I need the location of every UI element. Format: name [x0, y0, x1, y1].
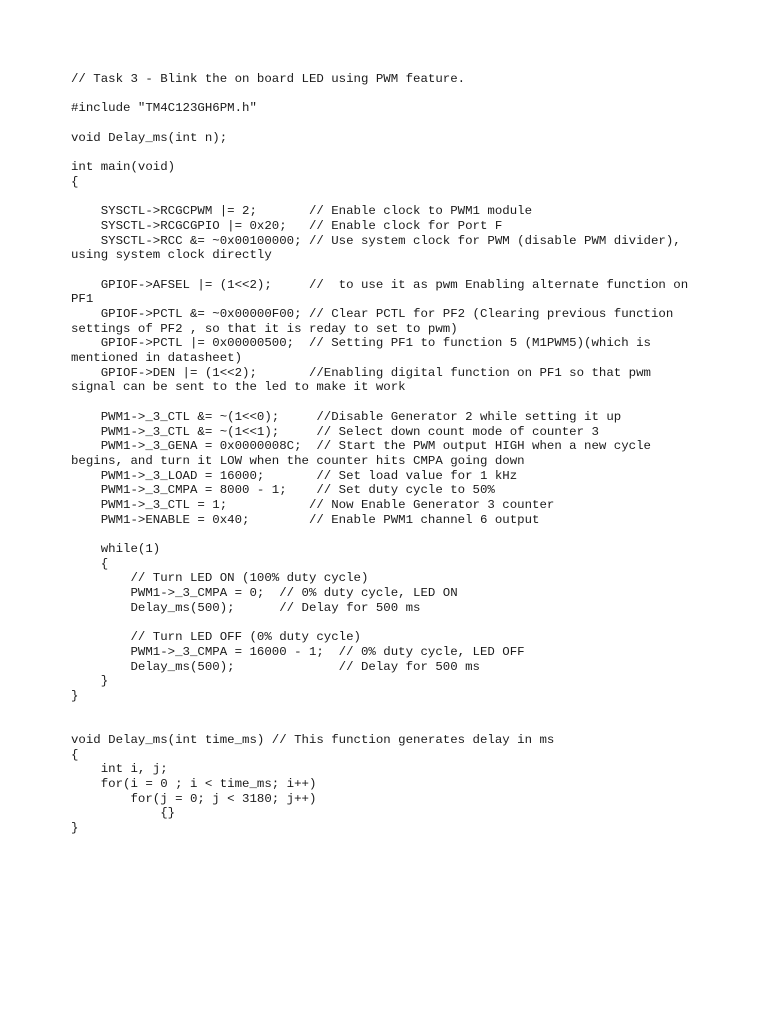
code-line: { [71, 556, 109, 571]
code-line: void Delay_ms(int time_ms) // This function generates delay in ms [71, 732, 555, 747]
code-line: // Turn LED ON (100% duty cycle) [71, 571, 369, 586]
code-line: PWM1->_3_CMPA = 16000 - 1; // 0% duty cycle, LED OFF [71, 644, 525, 659]
code-line: for(i = 0 ; i < time_ms; i++) [71, 777, 317, 791]
code-line: } [71, 821, 79, 836]
code-line [71, 190, 731, 205]
code-line: PWM1->_3_CMPA = 0; // 0% duty cycle, LED ON [71, 586, 458, 601]
code-line: PWM1->_3_CTL &= ~(1<<0); //Disable Generator 2 while setting it up [71, 409, 622, 424]
code-line: settings of PF2 , so that it is reday to set to pwm) [71, 321, 458, 336]
code-line: // Task 3 - Blink the on board LED using PWM feature. [71, 72, 466, 86]
code-line: SYSCTL->RCGCGPIO |= 0x20; // Enable clock for Port F [71, 218, 503, 233]
code-line: Delay_ms(500); // Delay for 500 ms [71, 600, 421, 615]
code-line: GPIOF->PCTL |= 0x00000500; // Setting PF1 to function 5 (M1PWM5)(which is [71, 336, 651, 351]
code-line: Delay_ms(500); // Delay for 500 ms [71, 659, 480, 674]
code-line: } [71, 688, 79, 703]
code-line: { [71, 174, 79, 189]
code-line [71, 145, 731, 160]
code-line [71, 116, 731, 131]
code-line: #include "TM4C123GH6PM.h" [71, 101, 257, 116]
code-line: PF1 [71, 292, 94, 307]
code-line: int main(void) [71, 160, 176, 175]
code-line: mentioned in datasheet) [71, 351, 243, 366]
code-listing [71, 72, 731, 836]
code-line: PWM1->_3_CTL = 1; // Now Enable Generator 3 counter [71, 497, 555, 512]
code-line: signal can be sent to the led to make it work [71, 380, 406, 395]
code-line: begins, and turn it LOW when the counter hits CMPA going down [71, 453, 525, 468]
code-line [71, 263, 731, 278]
code-line [71, 395, 731, 410]
code-line: PWM1->_3_LOAD = 16000; // Set load value for 1 kHz [71, 468, 518, 483]
code-line [71, 718, 731, 733]
code-line: for(j = 0; j < 3180; j++) [71, 791, 317, 806]
code-line: SYSCTL->RCGCPWM |= 2; // Enable clock to PWM1 module [71, 204, 533, 219]
code-line [71, 704, 731, 719]
code-line: // Turn LED OFF (0% duty cycle) [71, 630, 361, 645]
code-line: void Delay_ms(int n); [71, 130, 228, 145]
code-line [71, 615, 731, 630]
code-line: } [71, 674, 109, 689]
code-line: GPIOF->AFSEL |= (1<<2); // to use it as pwm Enabling alternate function on [71, 277, 689, 292]
code-line: SYSCTL->RCC &= ~0x00100000; // Use system clock for PWM (disable PWM divider), [71, 233, 681, 248]
code-line: GPIOF->DEN |= (1<<2); //Enabling digital function on PF1 so that pwm [71, 365, 651, 380]
code-line: PWM1->_3_CTL &= ~(1<<1); // Select down count mode of counter 3 [71, 424, 599, 439]
code-line: PWM1->ENABLE = 0x40; // Enable PWM1 channel 6 output [71, 512, 540, 527]
code-line: int i, j; [71, 762, 168, 777]
code-line: {} [71, 806, 176, 821]
code-line: using system clock directly [71, 248, 272, 263]
code-line [71, 527, 731, 542]
code-line: { [71, 747, 79, 762]
code-line: GPIOF->PCTL &= ~0x00000F00; // Clear PCTL for PF2 (Clearing previous function [71, 307, 674, 321]
code-line: PWM1->_3_GENA = 0x0000008C; // Start the PWM output HIGH when a new cycle [71, 439, 651, 454]
code-line [71, 87, 731, 102]
code-line: while(1) [71, 542, 161, 556]
code-line: PWM1->_3_CMPA = 8000 - 1; // Set duty cycle to 50% [71, 483, 495, 498]
